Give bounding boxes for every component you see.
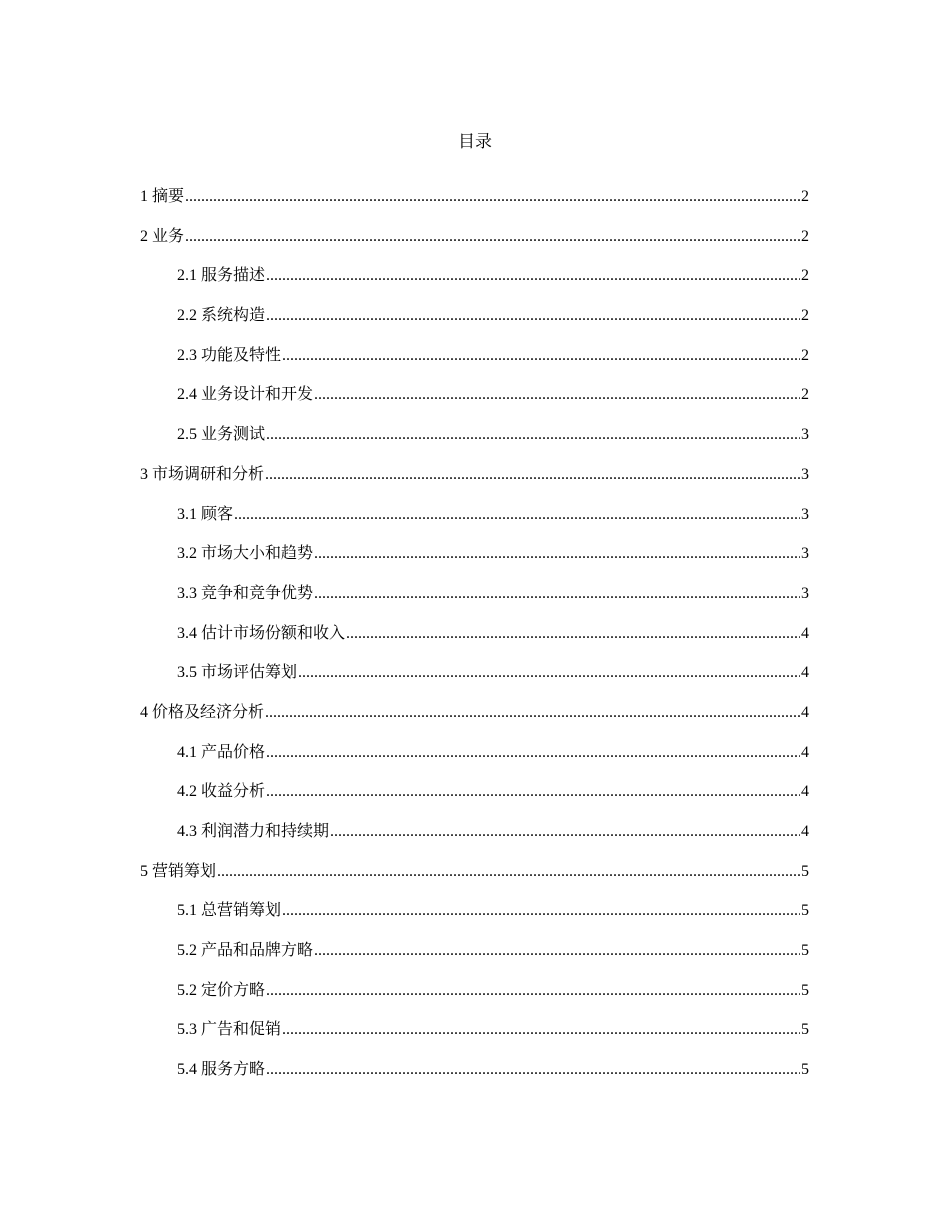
toc-entry[interactable] xyxy=(140,186,809,226)
toc-entry-label: 5.4 服务方略 xyxy=(177,1061,266,1079)
toc-entry-label: 3.1 顾客 xyxy=(177,505,234,523)
toc-entry-page-number: 5 xyxy=(801,1061,809,1079)
toc-dot-leader xyxy=(314,583,800,605)
toc-entry-page-number: 5 xyxy=(801,862,809,880)
toc-entry-page-number: 2 xyxy=(801,227,809,245)
toc-entry[interactable] xyxy=(140,623,809,663)
toc-dot-leader xyxy=(234,504,800,526)
toc-dot-leader xyxy=(266,265,800,287)
toc-dot-leader xyxy=(282,1019,800,1041)
toc-entry[interactable] xyxy=(140,662,809,702)
toc-dot-leader xyxy=(314,543,800,565)
toc-entry-page-number: 4 xyxy=(801,703,809,721)
toc-entry[interactable] xyxy=(140,583,809,623)
toc-entry-page-number: 4 xyxy=(801,743,809,761)
toc-entry-page-number: 2 xyxy=(801,267,809,285)
toc-dot-leader xyxy=(217,861,800,883)
toc-dot-leader xyxy=(330,821,800,843)
toc-entry-label: 5.2 定价方略 xyxy=(177,981,266,999)
toc-entry-page-number: 4 xyxy=(801,823,809,840)
toc-entry[interactable] xyxy=(140,543,809,583)
toc-dot-leader xyxy=(346,623,800,645)
toc-entry-label: 3.5 市场评估筹划 xyxy=(177,664,298,682)
toc-entry-label: 5.2 产品和品牌方略 xyxy=(177,942,314,960)
toc-entry-label: 1 摘要 xyxy=(140,188,185,205)
toc-entry[interactable] xyxy=(140,861,809,901)
toc-entry-label: 5.3 广告和促销 xyxy=(177,1021,282,1039)
toc-entry-label: 5 营销筹划 xyxy=(140,862,217,880)
toc-entry-page-number: 2 xyxy=(801,386,809,404)
toc-entry-label: 4.1 产品价格 xyxy=(177,743,266,761)
toc-entry-label: 3.3 竞争和竞争优势 xyxy=(177,584,314,602)
toc-entry-page-number: 5 xyxy=(801,942,809,960)
toc-entry-label: 3.4 估计市场份额和收入 xyxy=(177,624,346,642)
toc-entry[interactable] xyxy=(140,504,809,544)
toc-entry-label: 2.5 业务测试 xyxy=(177,426,266,444)
toc-entry[interactable] xyxy=(140,384,809,424)
toc-entry[interactable] xyxy=(140,900,809,940)
toc-entry-page-number: 5 xyxy=(801,981,809,999)
toc-entry-page-number: 5 xyxy=(801,1021,809,1039)
toc-entry[interactable] xyxy=(140,226,809,266)
toc-entry-label: 4 价格及经济分析 xyxy=(140,703,265,721)
toc-dot-leader xyxy=(266,424,800,446)
toc-entry-label: 2 业务 xyxy=(140,227,185,245)
toc-dot-leader xyxy=(266,742,800,764)
toc-entry[interactable] xyxy=(140,464,809,504)
toc-dot-leader xyxy=(266,1059,800,1081)
toc-list xyxy=(140,186,809,1099)
toc-dot-leader xyxy=(265,702,800,724)
toc-entry-label: 3.2 市场大小和趋势 xyxy=(177,545,314,563)
toc-entry-page-number: 3 xyxy=(801,465,809,483)
toc-entry-page-number: 2 xyxy=(801,307,809,325)
toc-entry-page-number: 5 xyxy=(801,902,809,920)
toc-dot-leader xyxy=(265,464,800,486)
toc-dot-leader xyxy=(282,345,800,367)
toc-entry[interactable] xyxy=(140,821,809,861)
toc-dot-leader xyxy=(266,980,800,1002)
toc-entry[interactable] xyxy=(140,1019,809,1059)
toc-entry[interactable] xyxy=(140,345,809,385)
toc-title: 目录 xyxy=(458,132,492,151)
toc-entry-label: 4.3 利润潜力和持续期 xyxy=(177,823,330,840)
toc-dot-leader xyxy=(185,186,800,208)
toc-dot-leader xyxy=(282,900,800,922)
toc-entry[interactable] xyxy=(140,305,809,345)
toc-entry-page-number: 3 xyxy=(801,545,809,563)
toc-dot-leader xyxy=(266,305,800,327)
toc-entry[interactable] xyxy=(140,742,809,782)
toc-entry-page-number: 3 xyxy=(801,505,809,523)
toc-entry-label: 4.2 收益分析 xyxy=(177,783,266,801)
toc-entry-page-number: 3 xyxy=(801,584,809,602)
toc-entry[interactable] xyxy=(140,980,809,1020)
toc-entry[interactable] xyxy=(140,1059,809,1099)
toc-entry[interactable] xyxy=(140,781,809,821)
toc-entry-page-number: 2 xyxy=(801,188,809,205)
toc-entry-label: 5.1 总营销筹划 xyxy=(177,902,282,920)
toc-entry-label: 2.4 业务设计和开发 xyxy=(177,386,314,404)
toc-dot-leader xyxy=(314,384,800,406)
toc-entry[interactable] xyxy=(140,940,809,980)
toc-dot-leader xyxy=(298,662,800,684)
toc-entry-page-number: 4 xyxy=(801,624,809,642)
toc-dot-leader xyxy=(314,940,800,962)
toc-entry-page-number: 3 xyxy=(801,426,809,444)
toc-entry-label: 2.3 功能及特性 xyxy=(177,346,282,364)
toc-entry-page-number: 4 xyxy=(801,783,809,801)
toc-entry[interactable] xyxy=(140,424,809,464)
toc-entry-label: 2.2 系统构造 xyxy=(177,307,266,325)
toc-dot-leader xyxy=(266,781,800,803)
toc-entry[interactable] xyxy=(140,265,809,305)
toc-entry-page-number: 4 xyxy=(801,664,809,682)
toc-entry-label: 2.1 服务描述 xyxy=(177,267,266,285)
toc-entry-page-number: 2 xyxy=(801,346,809,364)
toc-entry-label: 3 市场调研和分析 xyxy=(140,465,265,483)
toc-entry[interactable] xyxy=(140,702,809,742)
toc-dot-leader xyxy=(185,226,800,248)
